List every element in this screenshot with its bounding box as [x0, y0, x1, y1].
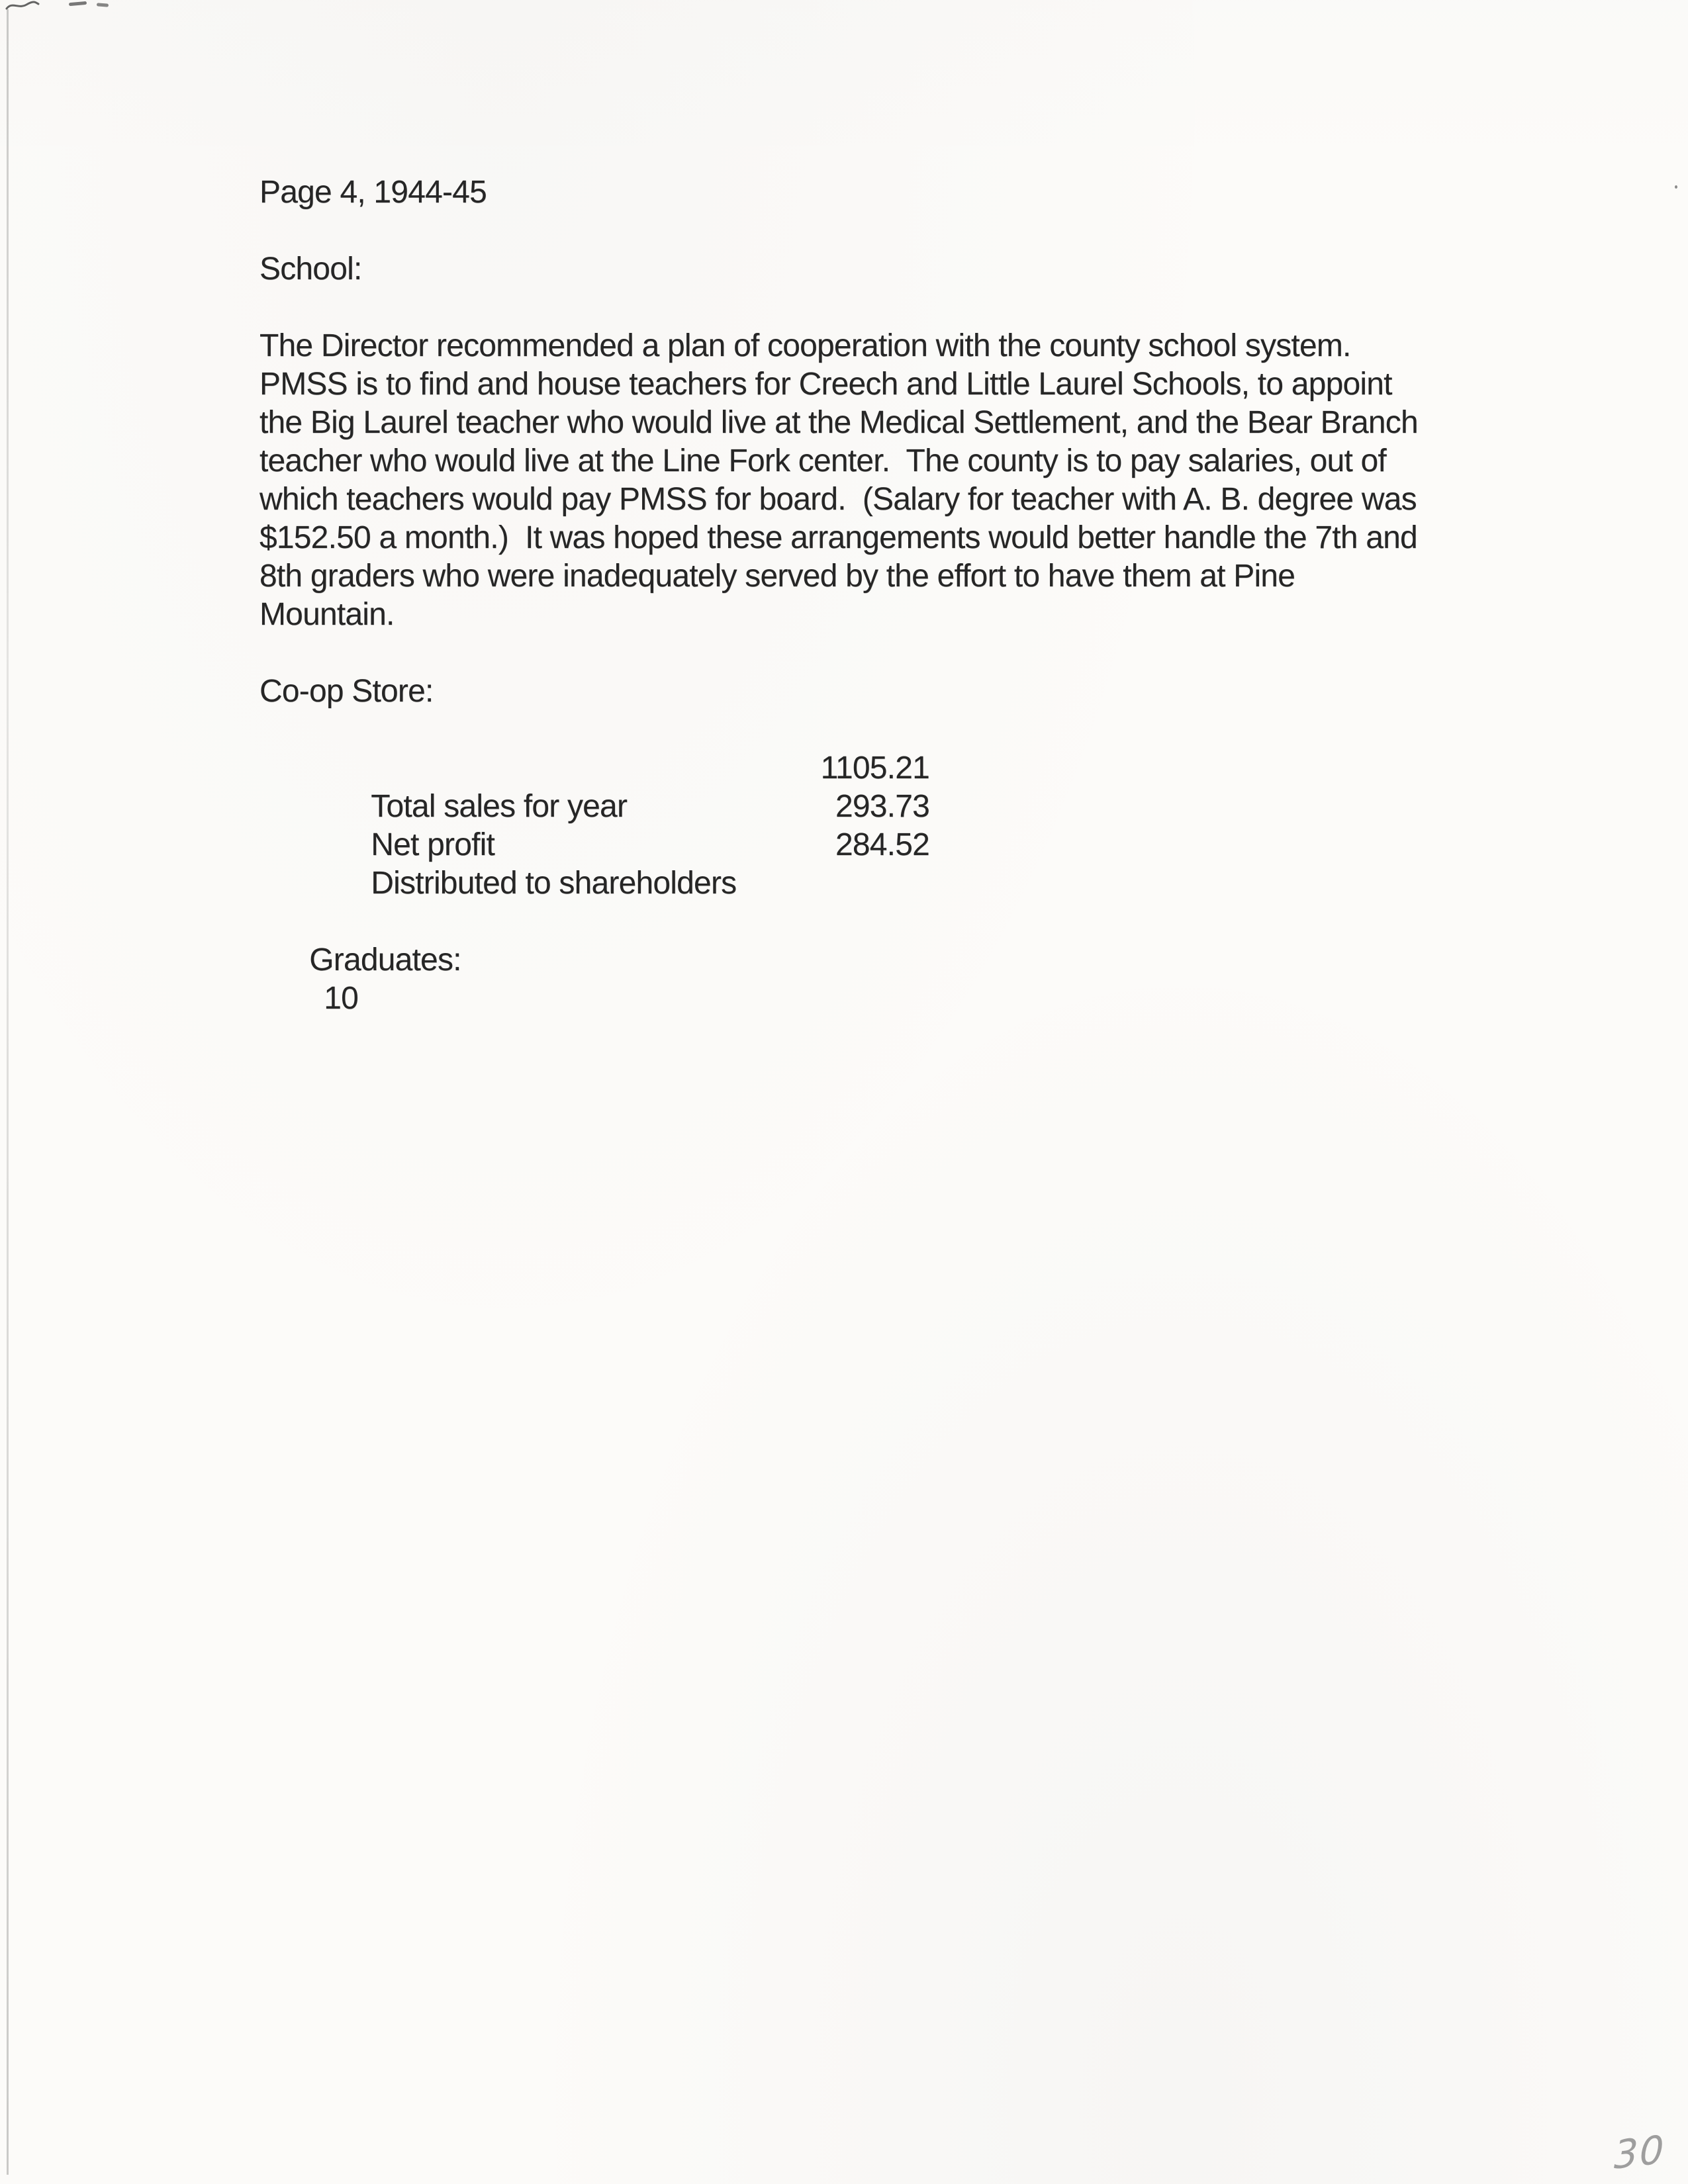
scan-artifact-squiggle-mark [5, 0, 40, 15]
scan-artifact-dash [69, 1, 87, 6]
document-body [259, 173, 1517, 1016]
school-section-heading: School: [259, 251, 362, 287]
paragraph-line: The Director recommended a plan of cooperation with the county school system. [259, 328, 1351, 363]
coop-store-table [259, 749, 1517, 901]
school-paragraph [259, 327, 1517, 634]
table-row-value: 1105.21 [820, 751, 929, 786]
scan-artifact-left-edge-line [7, 9, 9, 2175]
scan-artifact-dash [97, 3, 109, 7]
handwritten-page-number: 30 [1613, 2126, 1666, 2179]
table-row-label: Total sales for year [371, 789, 628, 824]
paragraph-line: $152.50 a month.) It was hoped these arrangements would better handle the 7th and [259, 520, 1417, 555]
table-row [259, 826, 1517, 901]
paragraph-line: 8th graders who were inadequately served by the effort to have them at Pine [259, 559, 1295, 594]
table-row-value: 293.73 [835, 789, 929, 824]
table-row-label: Net profit [371, 827, 495, 862]
table-row-label: Distributed to shareholders [371, 866, 737, 901]
paragraph-line: the Big Laurel teacher who would live at the Medical Settlement, and the Bear Branch [259, 405, 1418, 440]
scan-artifact-speck [1675, 185, 1677, 189]
page-label: Page 4, 1944-45 [259, 175, 487, 210]
paragraph-line: Mountain. [259, 597, 395, 632]
table-row-value: 284.52 [835, 827, 929, 862]
paragraph-line: teacher who would live at the Line Fork center. The county is to pay salaries, out of [259, 443, 1386, 478]
paragraph-line: which teachers would pay PMSS for board. (Salary for teacher with A. B. degree was [259, 482, 1417, 517]
coop-store-section-heading: Co-op Store: [259, 674, 434, 709]
graduates-count: 10 [324, 981, 359, 1016]
graduates-label: Graduates: [309, 942, 461, 978]
graduates-line [259, 903, 1517, 1016]
paragraph-line: PMSS is to find and house teachers for Creech and Little Laurel Schools, to appoint [259, 367, 1392, 402]
